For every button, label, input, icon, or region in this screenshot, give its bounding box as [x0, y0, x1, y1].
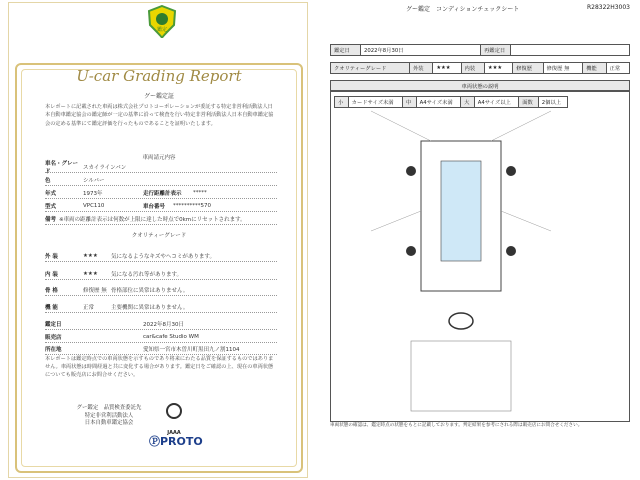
row-color: 色 シルバー	[45, 174, 277, 186]
vehicle-section-title: 車両請元内容	[142, 155, 176, 161]
shop-date: 鑑定日 2022年8月30日	[45, 318, 277, 330]
sheet-code: R28322H3003	[586, 4, 630, 11]
report-intro: 本レポートに記載された車両は株式会社プロトコーポレーションが委託する特定非営利活動法人日本自動車鑑定協会の鑑定師が一定の基準に沿って検査を行い特定非営利活動法人日本自動車鑑定協会の定める基準にて鑑定評価を行ったものであることを証明いたします。	[45, 104, 274, 127]
car-outline-icon	[331, 91, 631, 423]
condition-check-sheet	[322, 0, 634, 480]
car-diagram	[330, 90, 630, 422]
jaaa-logo: JAAA	[159, 403, 189, 438]
row-model: 型式 VPC110 車台番号 **********570	[45, 200, 277, 212]
row-year: 年式 1973年 走行距離計表示 *****	[45, 187, 277, 199]
disclaimer: 本レポートは鑑定時点での車両状態を示すものであり将来にわたる品質を保証するものではありません。車両状態は時間経過と共に変化する場合があります。鑑定日をご確認の上、現在の車両状態についても販売店にお問合せください。	[45, 356, 274, 378]
shop-name: 販売店 car&cafe Studio WM	[45, 331, 277, 343]
shop-address: 所在地 愛知県一宮市木曽川町黒田九ノ割1104	[45, 343, 277, 355]
size-legend-table: 小 カードサイズ未満 中 A4サイズ未満 大 A4サイズ以上 面数 2個以上	[334, 96, 568, 108]
report-title: U-car Grading Report	[76, 67, 242, 85]
proto-logo: ⓅPROTO	[149, 435, 203, 448]
grading-report	[8, 2, 308, 478]
quality-frame: 骨 格 修復歴 無 骨格部位に異常はありません。	[45, 284, 277, 296]
grade-table: クオリティーグレード 外装 ★★★ 内装 ★★★ 修復歴 修復歴 無 機能 正常	[330, 62, 630, 74]
section-header: 車両状態の説明	[330, 80, 630, 92]
quality-function: 機 能 正常 主要機関に異常はありません。	[45, 301, 277, 313]
quality-interior: 内 装 ★★★ 気になる汚れ等があります。	[45, 268, 277, 280]
issuer: グー鑑定 品質検査委託先 特定非営利活動法人 日本自動車鑑定協会	[76, 405, 142, 426]
sheet-title: グー鑑定 コンディションチェックシート	[406, 6, 520, 13]
sheet-note: 車両状態の確認は、鑑定時点の状態をもとに記載しております。判定結果を参考にされる際は販売店にお問合せください。	[330, 423, 583, 428]
date-table: 鑑定日 2022年8月30日 再鑑定日	[330, 44, 630, 56]
svg-text:鑑定: 鑑定	[156, 27, 168, 33]
report-subtitle: グー鑑定証	[143, 93, 174, 100]
goo-appraisal-logo-icon	[147, 5, 177, 39]
quality-section-title: クオリティーグレード	[131, 233, 187, 239]
jaaa-emblem-icon	[166, 403, 182, 419]
row-name: 車名・グレード スカイラインバン	[45, 161, 277, 173]
quality-exterior: 外 装 ★★★ 気になるようなキズやへコミがあります。	[45, 250, 277, 262]
row-notes: 備考 ※車両の距離計表示は何数が上限に達した時点で0kmにリセットされます。	[45, 213, 277, 225]
